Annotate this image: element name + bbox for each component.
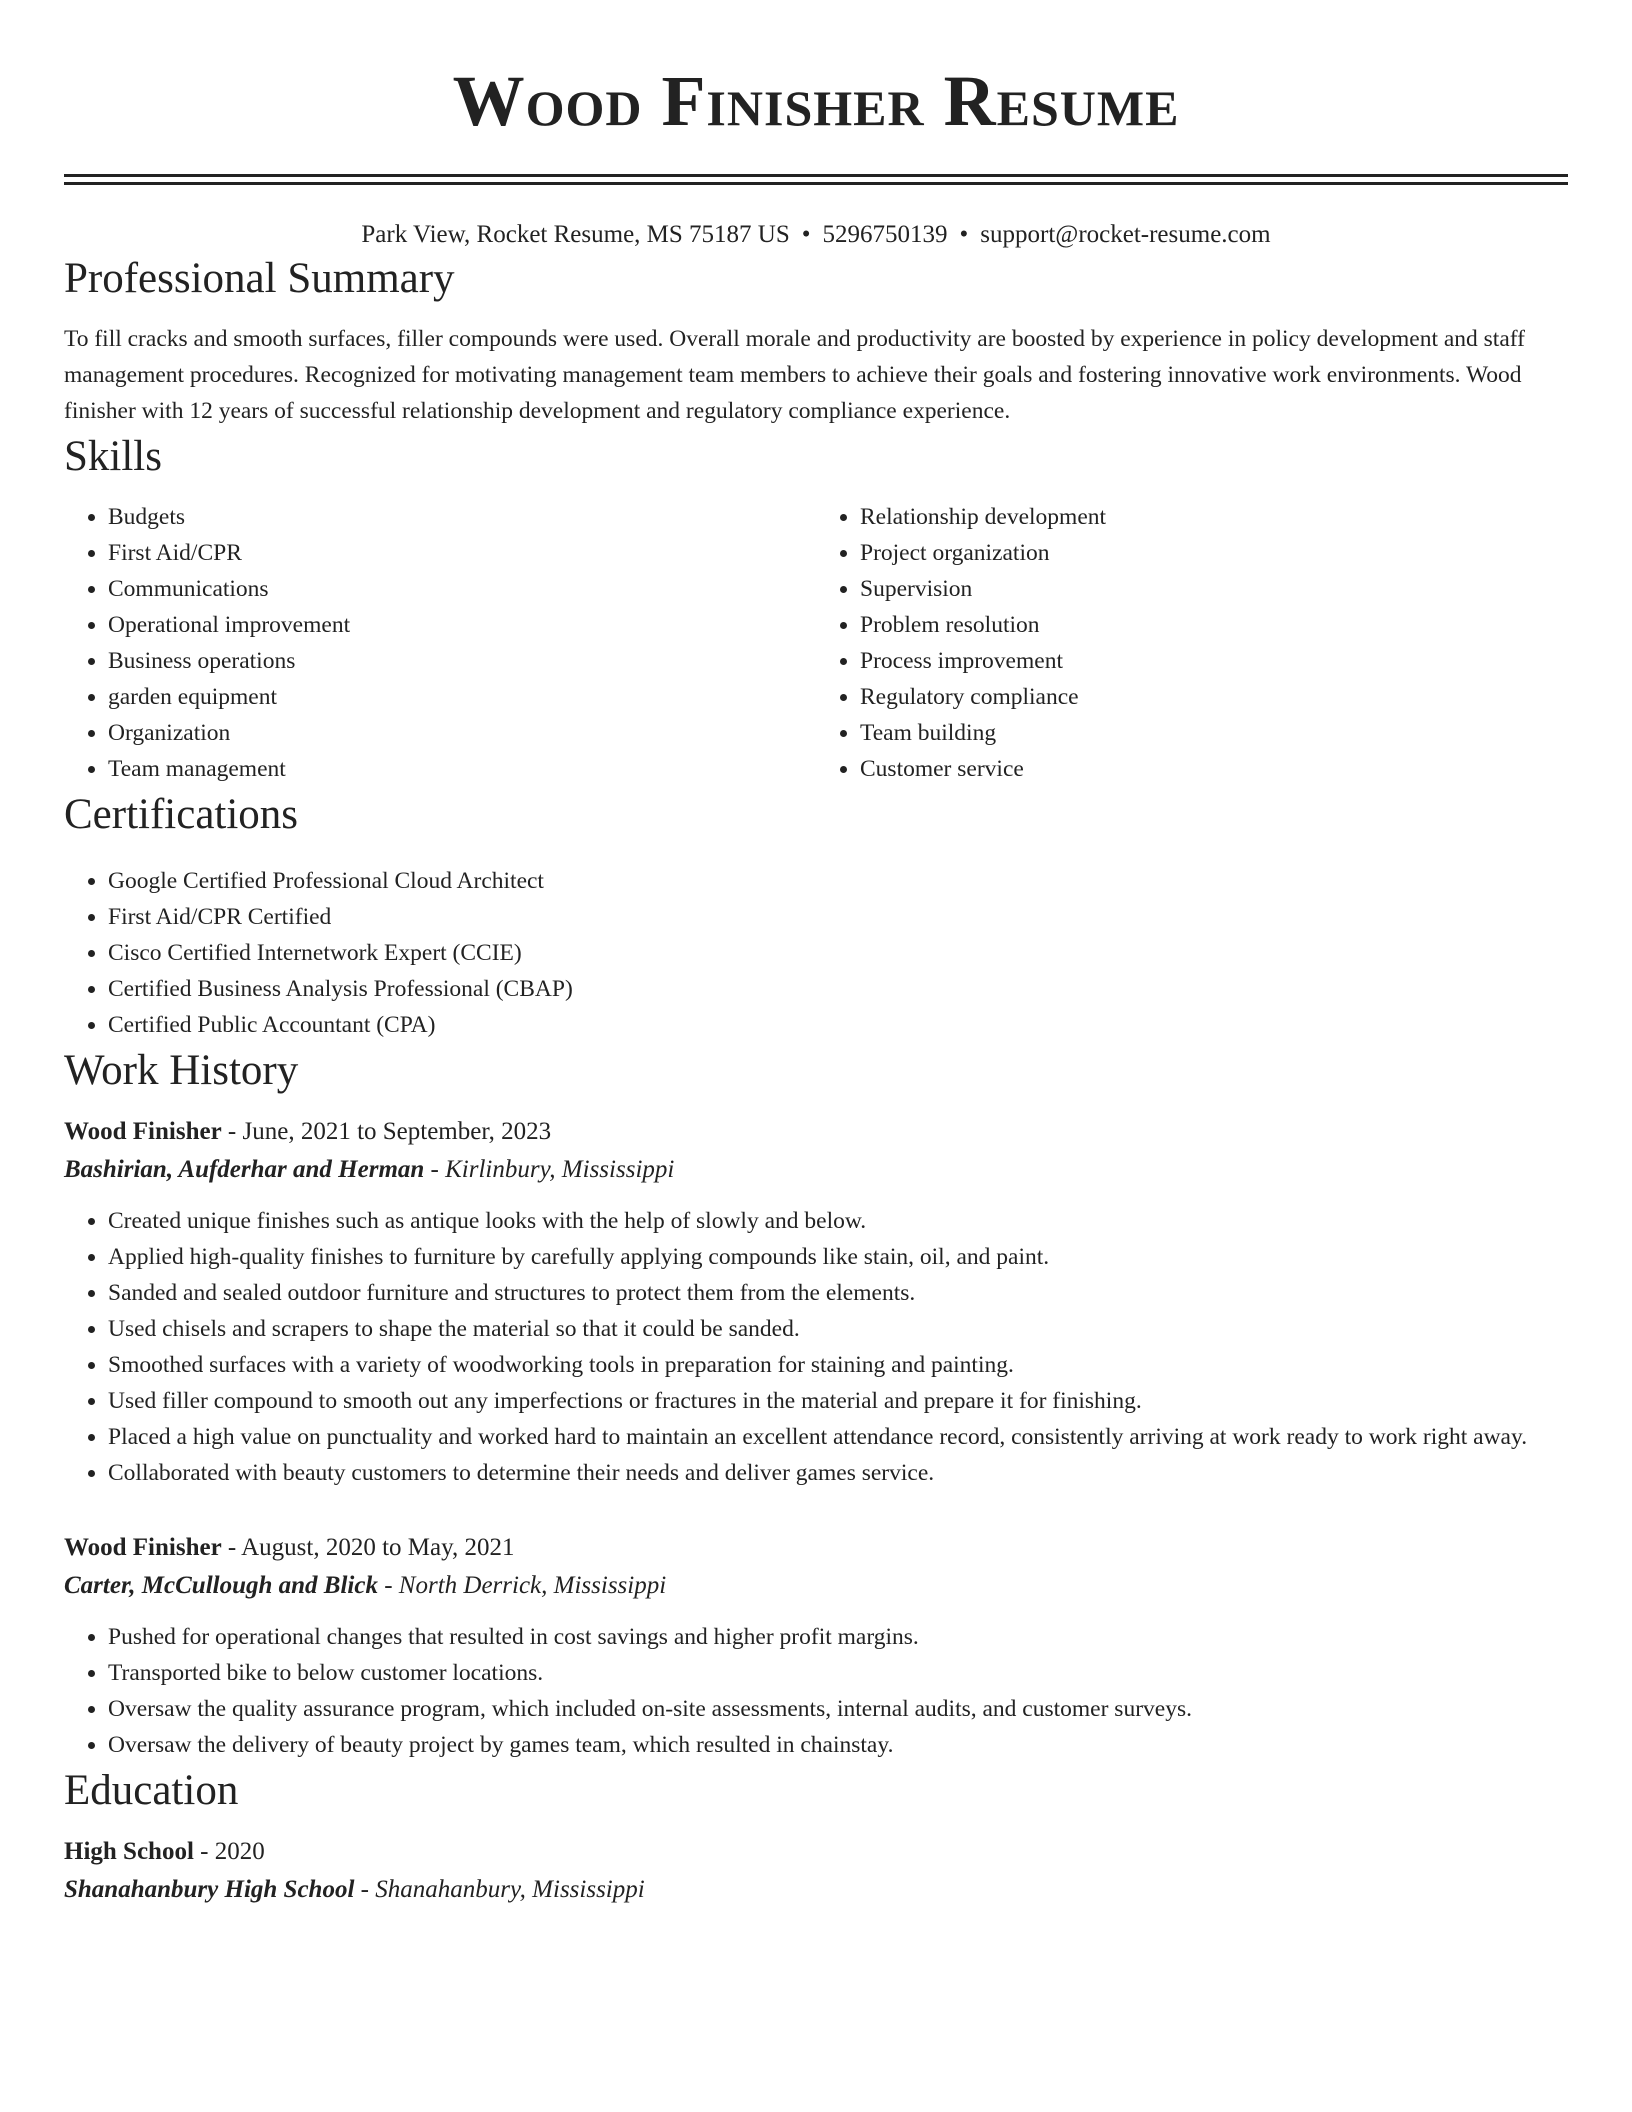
contact-separator: • [959,221,969,248]
skill-item: • Budgets [108,499,816,535]
summary-text: To fill cracks and smooth surfaces, filler compounds were used. Overall morale and productivity are boosted by experience in policy development and staff management procedures. Recognized for motivating management team members to achieve their goals and fostering innovative work environments. Wood finisher with 12 years of successful relationship development and regulatory compliance experience. [64,326,1525,424]
job-bullet: • Applied high-quality finishes to furniture by carefully applying compounds like stain, oil, and paint. [108,1239,1568,1275]
education-year: - 2020 [193,1838,265,1865]
summary-heading: Professional Summary [64,255,455,302]
job-bullet: • Smoothed surfaces with a variety of woodworking tools in preparation for staining and painting. [108,1347,1568,1383]
contact-email[interactable]: support@rocket-resume.com [980,221,1271,248]
job-location: - Kirlinbury, Mississippi [424,1156,675,1183]
skill-item: • Communications [108,571,816,607]
skill-item: • garden equipment [108,679,816,715]
title-divider [64,174,1568,185]
skill-item: • Project organization [860,535,1568,571]
skill-item: • Business operations [108,643,816,679]
skill-item: • Team management [108,751,816,787]
contact-phone: 5296750139 [822,221,948,248]
job-bullet: • Transported bike to below customer locations. [108,1655,1568,1691]
certification-item: • Cisco Certified Internetwork Expert (CCIE) [108,935,1568,971]
skill-item: • Operational improvement [108,607,816,643]
job-title: Wood Finisher [64,1118,222,1145]
skills-list-left [64,499,816,787]
work-history-heading: Work History [64,1047,299,1094]
job-bullet: • Collaborated with beauty customers to determine their needs and deliver games service. [108,1455,1568,1491]
skill-item: • Organization [108,715,816,751]
job-entry [64,1529,1568,1763]
education-school: Shanahanbury High School [64,1876,355,1903]
job-title: Wood Finisher [64,1534,222,1561]
job-bullet: • Used chisels and scrapers to shape the material so that it could be sanded. [108,1311,1568,1347]
certification-item: • Certified Public Accountant (CPA) [108,1007,1568,1043]
job-company-line [64,1567,1568,1605]
education-degree-line [64,1833,1568,1871]
job-bullet: • Used filler compound to smooth out any imperfections or fractures in the material and prepare it for finishing. [108,1383,1568,1419]
contact-separator: • [801,221,811,248]
job-bullet: • Placed a high value on punctuality and worked hard to maintain an excellent attendance record, consistently arriving at work ready to work right away. [108,1419,1568,1455]
skill-item: • Supervision [860,571,1568,607]
certifications-list [64,863,1568,1043]
education-location: - Shanahanbury, Mississippi [354,1876,645,1903]
job-title-line [64,1529,1568,1567]
job-bullet: • Sanded and sealed outdoor furniture and structures to protect them from the elements. [108,1275,1568,1311]
job-bullet: • Pushed for operational changes that resulted in cost savings and higher profit margins. [108,1619,1568,1655]
skill-item: • Team building [860,715,1568,751]
job-dates: - August, 2020 to May, 2021 [221,1534,515,1561]
skill-item: • Problem resolution [860,607,1568,643]
job-company: Carter, McCullough and Blick [64,1572,378,1599]
job-dates: - June, 2021 to September, 2023 [221,1118,552,1145]
job-company-line [64,1151,1568,1189]
contact-line [64,219,1568,251]
job-bullet: • Oversaw the delivery of beauty project by games team, which resulted in chainstay. [108,1727,1568,1763]
certification-item: • First Aid/CPR Certified [108,899,1568,935]
job-bullets [64,1619,1568,1763]
certifications-heading: Certifications [64,791,299,838]
skill-item: • Process improvement [860,643,1568,679]
education-heading: Education [64,1767,239,1814]
job-entry [64,1113,1568,1491]
education-entry [64,1833,1568,1909]
education-school-line [64,1871,1568,1909]
contact-address: Park View, Rocket Resume, MS 75187 US [361,221,790,248]
skills-heading: Skills [64,433,162,480]
job-title-line [64,1113,1568,1151]
education-degree: High School [64,1838,194,1865]
job-bullet: • Oversaw the quality assurance program, which included on-site assessments, internal audits, and customer surveys. [108,1691,1568,1727]
job-company: Bashirian, Aufderhar and Herman [64,1156,425,1183]
skills-grid [64,499,1568,787]
job-bullet: • Created unique finishes such as antique looks with the help of slowly and below. [108,1203,1568,1239]
certification-item: • Certified Business Analysis Professional (CBAP) [108,971,1568,1007]
skill-item: • Relationship development [860,499,1568,535]
job-bullets [64,1203,1568,1491]
skill-item: • Customer service [860,751,1568,787]
skill-item: • First Aid/CPR [108,535,816,571]
resume-title: Wood Finisher Resume [452,61,1180,141]
job-location: - North Derrick, Mississippi [377,1572,667,1599]
certification-item: • Google Certified Professional Cloud Architect [108,863,1568,899]
skill-item: • Regulatory compliance [860,679,1568,715]
skills-list-right [816,499,1568,787]
